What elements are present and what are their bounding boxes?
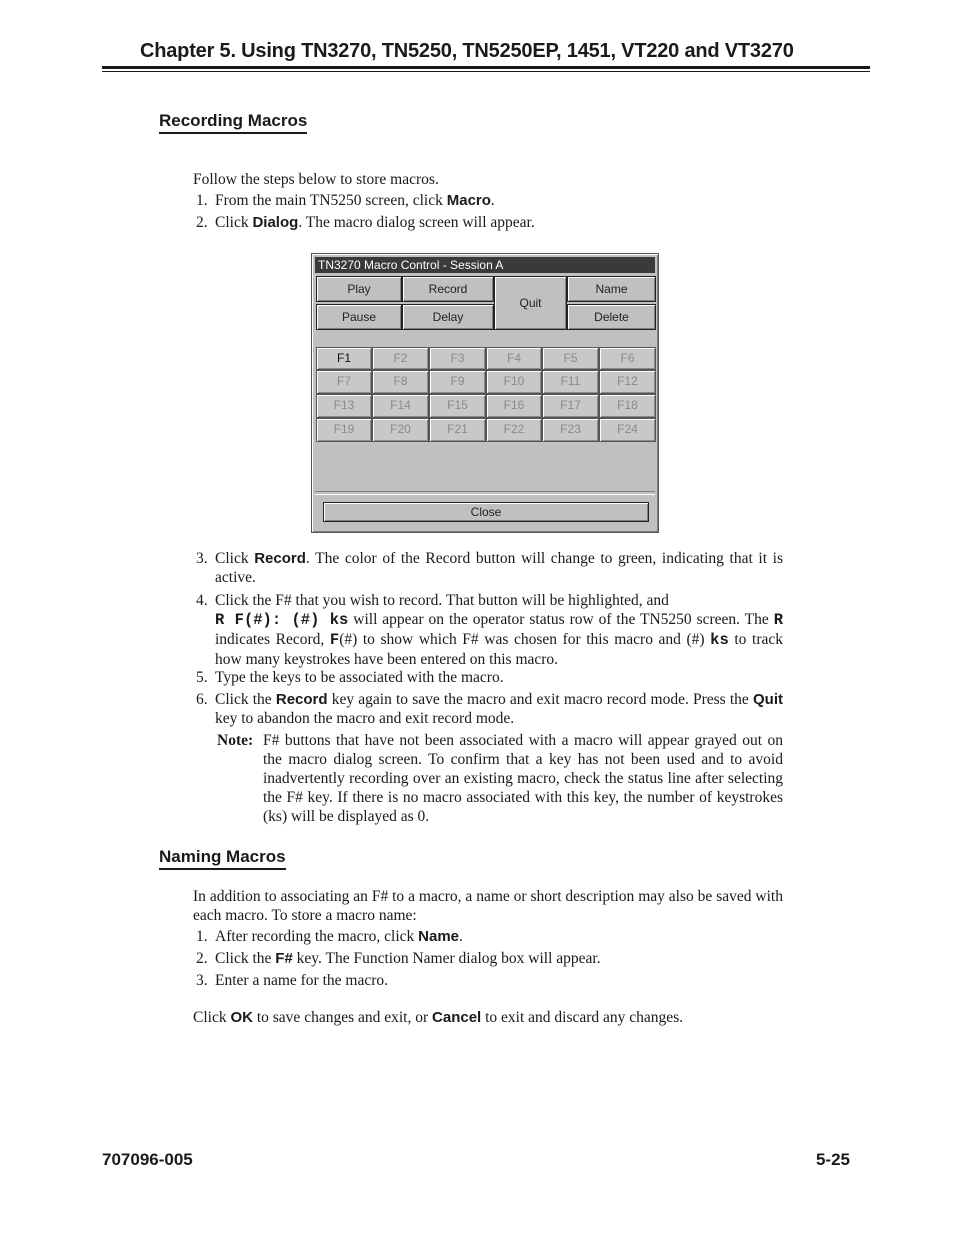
- step-number: 5.: [196, 669, 208, 686]
- naming-intro: In addition to associating an F# to a macro, a name or short description may also be saved with each macro. To store a macro name:: [193, 888, 783, 924]
- step-text: After recording the macro, click: [215, 928, 419, 945]
- f14-key[interactable]: F14: [372, 394, 429, 418]
- step-number: 2.: [196, 214, 208, 231]
- recording-step-2: [196, 213, 783, 232]
- f7-key[interactable]: F7: [316, 370, 372, 394]
- f12-key[interactable]: F12: [599, 370, 656, 394]
- step-text: (#) to show which F# was chosen for this macro and (#): [339, 631, 711, 648]
- recording-step-6: [196, 690, 783, 728]
- f17-key[interactable]: F17: [542, 394, 599, 418]
- f3-key[interactable]: F3: [429, 347, 486, 370]
- recording-intro: Follow the steps below to store macros.: [193, 171, 439, 188]
- f1-key[interactable]: F1: [316, 347, 372, 370]
- step-text: Enter a name for the macro.: [215, 972, 388, 989]
- recording-step-4: [196, 591, 783, 669]
- f13-key[interactable]: F13: [316, 394, 372, 418]
- f19-key[interactable]: F19: [316, 418, 372, 442]
- recording-step-5: [196, 668, 783, 687]
- naming-step-2: [196, 949, 783, 968]
- f15-key[interactable]: F15: [429, 394, 486, 418]
- keyword: OK: [230, 1009, 253, 1026]
- naming-closing: [193, 1008, 683, 1027]
- step-number: 3.: [196, 550, 208, 567]
- macro-control-dialog: [311, 253, 659, 533]
- play-button[interactable]: Play: [316, 276, 402, 302]
- f18-key[interactable]: F18: [599, 394, 656, 418]
- close-button[interactable]: Close: [323, 502, 649, 522]
- step-text: Click the F# that you wish to record. That button will be highlighted, and: [215, 592, 669, 609]
- keyword: Cancel: [432, 1009, 482, 1026]
- naming-step-3: [196, 971, 783, 990]
- f23-key[interactable]: F23: [542, 418, 599, 442]
- f20-key[interactable]: F20: [372, 418, 429, 442]
- f2-key[interactable]: F2: [372, 347, 429, 370]
- header-rule: [102, 66, 870, 69]
- step-text: key to abandon the macro and exit record mode.: [215, 710, 515, 727]
- step-number: 6.: [196, 691, 208, 708]
- dialog-separator: [315, 491, 655, 495]
- f8-key[interactable]: F8: [372, 370, 429, 394]
- step-number: 3.: [196, 972, 208, 989]
- closing-text: Click: [193, 1009, 231, 1026]
- record-button[interactable]: Record: [402, 276, 494, 302]
- keyword: Name: [418, 928, 459, 945]
- name-button[interactable]: Name: [567, 276, 656, 302]
- keyword: Dialog: [252, 214, 299, 231]
- status-code: R: [773, 611, 783, 629]
- status-code: R F(#): (#) ks: [215, 611, 349, 629]
- naming-macros-heading: Naming Macros: [159, 847, 286, 870]
- status-code: ks: [710, 631, 729, 649]
- chapter-title: Chapter 5. Using TN3270, TN5250, TN5250EP, 1451, VT220 and VT3270: [140, 40, 794, 62]
- status-code: F: [329, 631, 340, 649]
- f24-key[interactable]: F24: [599, 418, 656, 442]
- step-text: key again to save the macro and exit macro record mode. Press the: [327, 691, 753, 708]
- keyword: Record: [254, 550, 306, 567]
- step-text: . The macro dialog screen will appear.: [298, 214, 535, 231]
- f21-key[interactable]: F21: [429, 418, 486, 442]
- f4-key[interactable]: F4: [486, 347, 542, 370]
- recording-step-3: [196, 549, 783, 587]
- delay-button[interactable]: Delay: [402, 304, 494, 330]
- header-rule-thin: [102, 71, 870, 72]
- keyword: Quit: [752, 691, 783, 708]
- step-text: key. The Function Namer dialog box will appear.: [292, 950, 601, 967]
- f9-key[interactable]: F9: [429, 370, 486, 394]
- step-text: Click: [215, 214, 253, 231]
- f22-key[interactable]: F22: [486, 418, 542, 442]
- step-text: Click the: [215, 950, 276, 967]
- delete-button[interactable]: Delete: [567, 304, 656, 330]
- step-text: indicates Record,: [215, 631, 330, 648]
- step-number: 2.: [196, 950, 208, 967]
- step-text: will appear on the operator status row of the TN5250 screen. The: [348, 611, 774, 628]
- step-text: . The color of the Record button will change to green, indicating that it is active.: [215, 550, 783, 586]
- step-text: Click: [215, 550, 255, 567]
- note-label: Note:: [217, 732, 254, 749]
- f5-key[interactable]: F5: [542, 347, 599, 370]
- closing-text: to exit and discard any changes.: [481, 1009, 684, 1026]
- step-text: Type the keys to be associated with the macro.: [215, 669, 504, 686]
- step-number: 4.: [196, 592, 208, 609]
- f10-key[interactable]: F10: [486, 370, 542, 394]
- note-text: F# buttons that have not been associated with a macro will appear grayed out on the macro dialog screen. To confirm that a key has not been used and to avoid inadvertently recording over an existing macro, check the status line after selecting the F# key. If there is no macro associated with this key, the number of keystrokes (ks) will be displayed as 0.: [263, 732, 783, 825]
- recording-macros-heading: Recording Macros: [159, 111, 307, 134]
- step-text: .: [490, 192, 495, 209]
- pause-button[interactable]: Pause: [316, 304, 402, 330]
- step-number: 1.: [196, 928, 208, 945]
- closing-text: to save changes and exit, or: [252, 1009, 433, 1026]
- f6-key[interactable]: F6: [599, 347, 656, 370]
- recording-note: [217, 731, 783, 826]
- naming-step-1: [196, 927, 783, 946]
- recording-step-1: [196, 191, 783, 210]
- keyword: Macro: [446, 192, 491, 209]
- step-text: .: [459, 928, 463, 945]
- keyword: Record: [275, 691, 328, 708]
- step-text: Click the: [215, 691, 276, 708]
- page-number: 5-25: [815, 1150, 850, 1169]
- f16-key[interactable]: F16: [486, 394, 542, 418]
- step-text: From the main TN5250 screen, click: [215, 192, 447, 209]
- dialog-title: TN3270 Macro Control - Session A: [315, 257, 655, 273]
- step-text: to track how many keystrokes have been entered on this macro.: [215, 631, 783, 668]
- keyword: F#: [275, 950, 293, 967]
- document-number: 707096-005: [102, 1150, 193, 1169]
- f11-key[interactable]: F11: [542, 370, 599, 394]
- step-number: 1.: [196, 192, 208, 209]
- quit-button[interactable]: Quit: [494, 276, 567, 330]
